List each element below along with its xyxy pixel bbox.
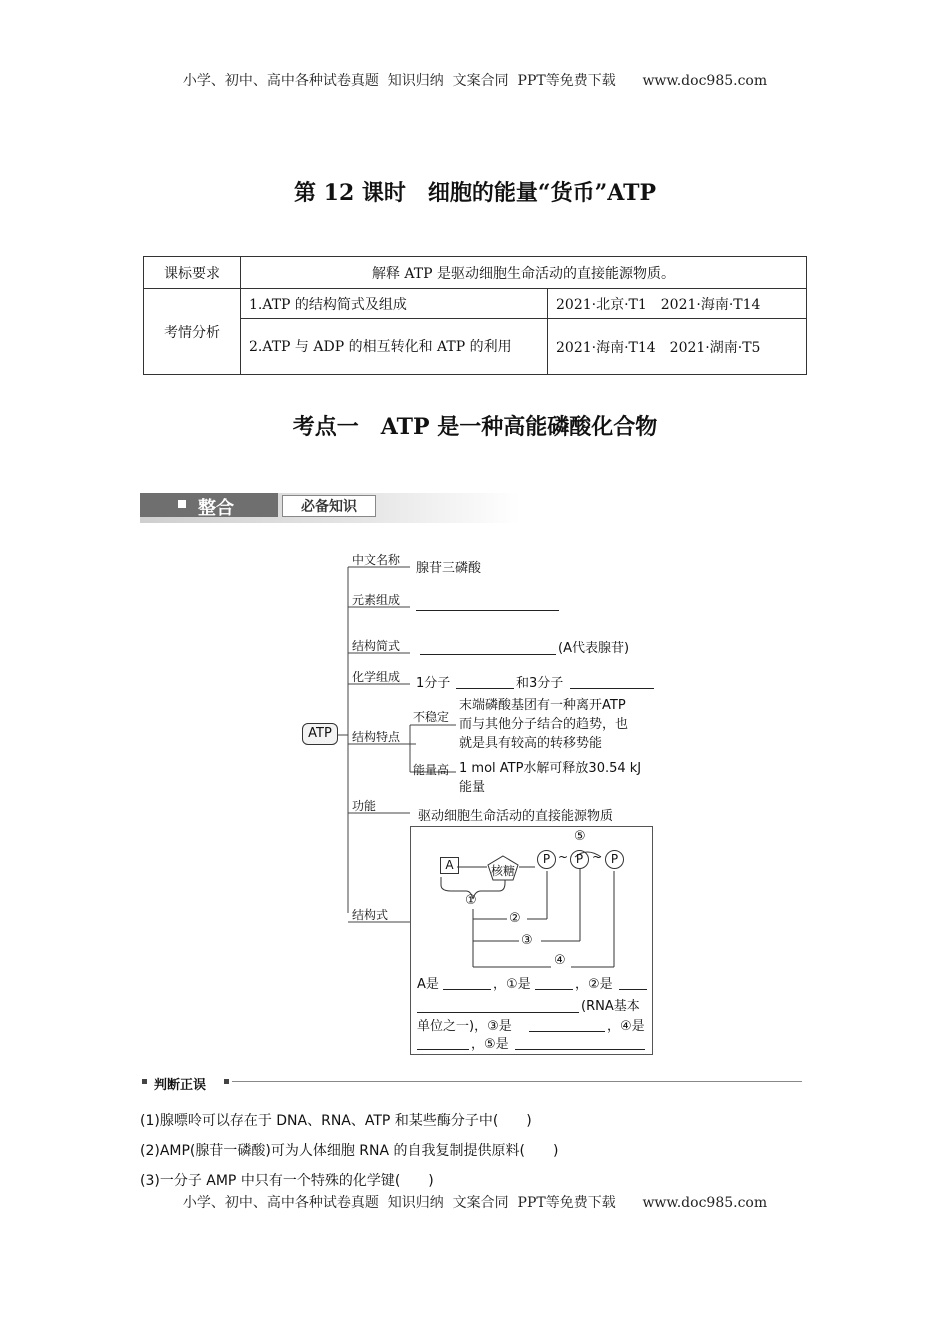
ribose-shape <box>487 855 519 881</box>
element-label: 元素组成 <box>352 593 401 607</box>
fill-2-note: (RNA基本 <box>581 999 640 1014</box>
banner-sub-label: 必备知识 <box>282 495 376 517</box>
judge-item-1: (1)腺嘌呤可以存在于 DNA、RNA、ATP 和某些酶分子中( ) <box>140 1113 532 1129</box>
fill-1-blank[interactable] <box>535 975 573 990</box>
fill-3-label: 单位之一)，③是 <box>417 1019 512 1034</box>
chem-part-b: 和3分子 <box>516 676 564 691</box>
curriculum-label: 课标要求 <box>144 257 241 289</box>
section-title: 考点一 ATP 是一种高能磷酸化合物 <box>292 414 658 440</box>
function-label: 功能 <box>352 799 377 813</box>
unstable-line-2: 而与其他分子结合的趋势，也 <box>459 717 629 732</box>
exam-topic-2: 2.ATP 与 ADP 的相互转化和 ATP 的利用 <box>241 319 548 375</box>
fill-2-blank-a[interactable] <box>619 975 647 990</box>
judge-heading <box>140 1074 805 1093</box>
label-1: ① <box>465 893 477 908</box>
exam-source-2: 2021·海南·T14 2021·湖南·T5 <box>548 319 807 375</box>
phosphate-3: P <box>605 850 624 869</box>
energy-line-2: 能量 <box>459 780 486 795</box>
judge-item-3: (3)一分子 AMP 中只有一个特殊的化学键( ) <box>140 1173 434 1189</box>
fill-4-blank[interactable] <box>417 1035 469 1050</box>
label-3: ③ <box>521 933 533 948</box>
label-5: ⑤ <box>574 829 586 844</box>
fill-1-label: ，①是 <box>493 977 531 992</box>
phosphate-1: P <box>537 850 556 869</box>
chinese-name-label: 中文名称 <box>352 553 401 567</box>
exam-topic-1: 1.ATP 的结构简式及组成 <box>241 289 548 319</box>
square-icon <box>142 1079 147 1084</box>
exam-analysis-label: 考情分析 <box>144 289 241 375</box>
formula-note: (A代表腺苷) <box>558 641 630 656</box>
fill-2-blank-b[interactable] <box>417 998 579 1013</box>
formula-blank[interactable] <box>420 640 556 655</box>
unstable-line-3: 就是具有较高的转移势能 <box>459 736 603 751</box>
tilde-1: ~ <box>558 850 569 864</box>
page-header: 小学、初中、高中各种试卷真题 知识归纳 文案合同 PPT等免费下载 www.doc985.com <box>182 73 768 89</box>
judge-item-2: (2)AMP(腺苷一磷酸)可为人体细胞 RNA 的自我复制提供原料( ) <box>140 1143 559 1159</box>
square-icon <box>224 1079 229 1084</box>
phosphate-2: P <box>570 850 589 869</box>
judge-divider <box>232 1081 802 1082</box>
structure-label: 结构式 <box>352 908 389 922</box>
formula-label: 结构简式 <box>352 639 401 653</box>
curriculum-content: 解释 ATP 是驱动细胞生命活动的直接能源物质。 <box>241 257 807 289</box>
fill-5-blank[interactable] <box>515 1035 645 1050</box>
judge-heading-label: 判断正误 <box>154 1078 207 1093</box>
fill-3-blank[interactable] <box>529 1017 605 1032</box>
lesson-title: 第 12 课时 细胞的能量“货币”ATP <box>293 180 657 206</box>
structure-box <box>410 826 653 1055</box>
chinese-name-value: 腺苷三磷酸 <box>416 561 482 576</box>
label-2: ② <box>509 911 521 926</box>
chem-part-a: 1分子 <box>416 676 451 691</box>
unstable-text <box>459 696 628 753</box>
fill-a-label: A是 <box>417 977 439 992</box>
function-value: 驱动细胞生命活动的直接能源物质 <box>418 809 614 824</box>
tilde-2: ~ <box>592 850 603 864</box>
energy-text <box>459 759 641 797</box>
label-4: ④ <box>554 953 566 968</box>
chem-label: 化学组成 <box>352 670 401 684</box>
page-footer: 小学、初中、高中各种试卷真题 知识归纳 文案合同 PPT等免费下载 www.doc985.com <box>182 1195 768 1211</box>
fill-2-label: ，②是 <box>575 977 613 992</box>
fill-5-label: ，⑤是 <box>471 1037 509 1052</box>
chem-blank-1[interactable] <box>456 674 514 689</box>
feature-label: 结构特点 <box>352 730 401 744</box>
exam-source-1: 2021·北京·T1 2021·海南·T14 <box>548 289 807 319</box>
ribose-label: 核糖 <box>490 864 515 878</box>
unstable-label: 不稳定 <box>413 710 450 724</box>
fill-a-blank[interactable] <box>443 975 491 990</box>
adenine-box: A <box>440 857 459 874</box>
mindmap-root: ATP <box>302 723 338 745</box>
energy-line-1: 1 mol ATP水解可释放30.54 kJ <box>459 761 642 776</box>
chem-blank-2[interactable] <box>570 674 654 689</box>
banner-main-label: 整合 <box>198 498 234 519</box>
fill-4-label: ，④是 <box>607 1019 645 1034</box>
energy-label: 能量高 <box>413 763 450 777</box>
element-blank[interactable] <box>416 596 559 611</box>
unstable-line-1: 末端磷酸基团有一种离开ATP <box>459 698 626 713</box>
